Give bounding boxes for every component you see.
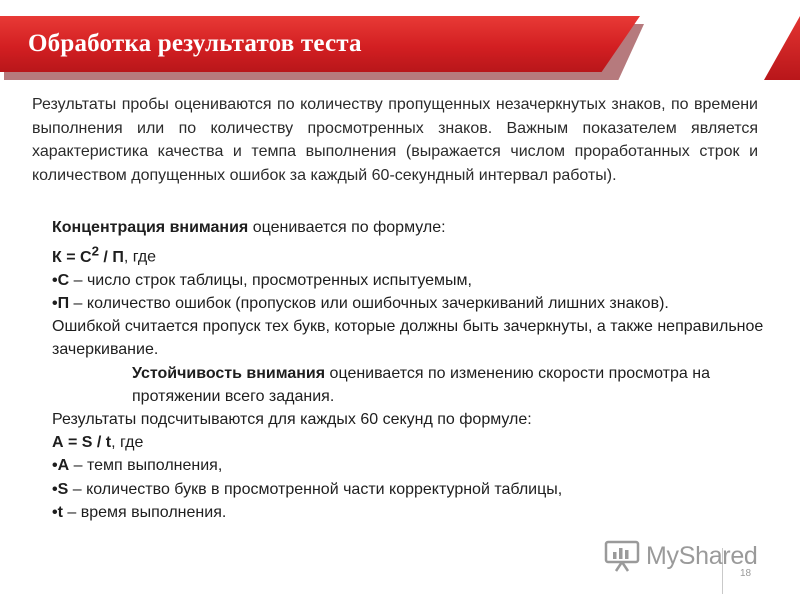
count-note: Результаты подсчитываются для каждых 60 секунд по формуле:: [52, 410, 532, 428]
presentation-chart-icon: [604, 539, 640, 573]
stability-line: Устойчивость внимания оценивается по изменению скорости просмотра на протяжении всего задания.: [132, 364, 710, 405]
concentration-term: Концентрация внимания: [52, 219, 249, 236]
error-note: Ошибкой считается пропуск тех букв, которые должны быть зачеркнуты, а также неправильное зачеркивание.: [52, 318, 764, 359]
bullet-s: •S – количество букв в просмотренной части корректурной таблицы,: [52, 480, 563, 498]
intro-paragraph: Результаты пробы оцениваются по количеству пропущенных незачеркнутых знаков, по времени выполнения или по количеству просмотренных знаков. Важным показателем является характеристика качества и темпа выполнения (выражается числом проработанных строк и количеством допущенных ошибок за каждый 60-секундный интервал работы).: [32, 96, 758, 184]
bullet-t: •t – время выполнения.: [52, 503, 227, 521]
stability-formula: А = S / t, где: [52, 434, 144, 452]
myshared-watermark: [604, 536, 758, 576]
watermark-text: MyShared: [646, 541, 758, 570]
concentration-formula: $К = С^2 / П$, где: [52, 243, 157, 266]
formula-block: [52, 216, 782, 524]
concentration-line: Концентрация внимания оценивается по формуле:: [52, 219, 446, 236]
bullet-c: •С – число строк таблицы, просмотренных испытуемым,: [52, 271, 472, 289]
bullet-p: •П – количество ошибок (пропусков или ошибочных зачеркиваний лишних знаков).: [52, 294, 669, 312]
bullet-a: •А – темп выполнения,: [52, 457, 223, 475]
corner-wedge-decoration: [764, 16, 800, 80]
page-number: 18: [740, 568, 752, 579]
stability-term: Устойчивость внимания: [132, 364, 326, 382]
slide-title: Обработка результатов теста: [28, 30, 362, 57]
